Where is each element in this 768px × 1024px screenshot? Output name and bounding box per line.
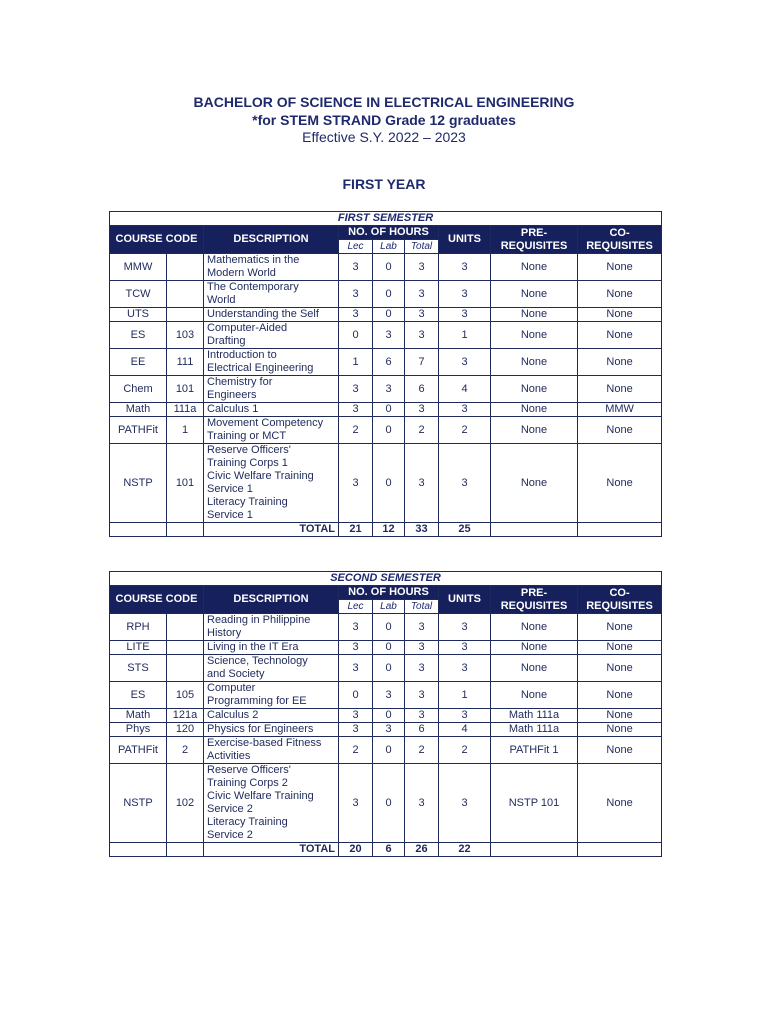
course-code: RPH (110, 614, 167, 641)
course-number (167, 281, 204, 308)
course-number: 2 (167, 737, 204, 764)
header-lab: Lab (373, 240, 405, 254)
total-hours: 7 (405, 349, 439, 376)
units: 2 (439, 737, 491, 764)
units: 3 (439, 281, 491, 308)
description-line: Training Corps 2 (207, 777, 288, 789)
description-line: Science, Technology (207, 655, 308, 667)
table-row (110, 641, 662, 655)
course-number: 1 (167, 417, 204, 444)
description-line: Service 1 (207, 483, 253, 495)
lec-hours: 3 (339, 376, 373, 403)
lec-hours: 3 (339, 709, 373, 723)
semester-title: SECOND SEMESTER (110, 572, 662, 586)
course-number (167, 655, 204, 682)
year-heading: FIRST YEAR (342, 176, 426, 192)
corequisites: None (578, 709, 662, 723)
course-code: UTS (110, 308, 167, 322)
description-line: Mathematics in the (207, 254, 300, 266)
header-course-code: COURSE CODE (110, 226, 204, 254)
prerequisites: None (491, 281, 578, 308)
description-line: Literacy Training (207, 816, 288, 828)
lab-hours: 0 (373, 444, 405, 523)
corequisites: None (578, 614, 662, 641)
units: 1 (439, 682, 491, 709)
lab-hours: 0 (373, 254, 405, 281)
totals-blank (578, 523, 662, 537)
header-units: UNITS (439, 226, 491, 254)
total-hours: 3 (405, 308, 439, 322)
lec-hours: 3 (339, 254, 373, 281)
description-line: Understanding the Self (207, 308, 319, 320)
units: 3 (439, 403, 491, 417)
course-number: 101 (167, 444, 204, 523)
totals-blank (110, 523, 167, 537)
course-number: 103 (167, 322, 204, 349)
units: 3 (439, 641, 491, 655)
table-row (110, 723, 662, 737)
header-prereq-line2: REQUISITES (500, 239, 568, 252)
lab-hours: 0 (373, 281, 405, 308)
lec-hours: 3 (339, 614, 373, 641)
total-units: 25 (439, 523, 491, 537)
description-line: Introduction to (207, 349, 277, 361)
course-code: Math (110, 709, 167, 723)
course-description (204, 376, 339, 403)
prerequisites: None (491, 655, 578, 682)
total-hours-sum: 33 (405, 523, 439, 537)
header-total: Total (405, 600, 439, 614)
prerequisites: None (491, 322, 578, 349)
corequisites: None (578, 254, 662, 281)
totals-blank (167, 843, 204, 857)
corequisites: None (578, 655, 662, 682)
course-code: Phys (110, 723, 167, 737)
course-number (167, 641, 204, 655)
course-number: 111 (167, 349, 204, 376)
description-line: Engineers (207, 389, 257, 401)
total-hours: 2 (405, 737, 439, 764)
lec-hours: 3 (339, 308, 373, 322)
lab-hours: 0 (373, 655, 405, 682)
total-hours: 3 (405, 709, 439, 723)
description-line: Civic Welfare Training (207, 470, 314, 482)
description-line: Computer-Aided (207, 322, 288, 334)
course-code: PATHFit (110, 737, 167, 764)
totals-label: TOTAL (204, 843, 339, 857)
table-row (110, 322, 662, 349)
table-row (110, 281, 662, 308)
total-hours: 3 (405, 254, 439, 281)
corequisites: None (578, 723, 662, 737)
lab-hours: 3 (373, 376, 405, 403)
description-line: Drafting (207, 335, 246, 347)
header-hours: NO. OF HOURS (339, 586, 439, 600)
header-prereq-line1: PRE- (520, 226, 548, 239)
description-line: Exercise-based Fitness (207, 737, 322, 749)
header-coreq-line2: REQUISITES (586, 599, 653, 612)
course-description (204, 403, 339, 417)
header-prerequisites (491, 586, 578, 614)
course-number (167, 308, 204, 322)
corequisites: None (578, 682, 662, 709)
course-code: NSTP (110, 444, 167, 523)
header-description: DESCRIPTION (204, 586, 339, 614)
units: 3 (439, 349, 491, 376)
corequisites: MMW (578, 403, 662, 417)
prerequisites: NSTP 101 (491, 764, 578, 843)
total-hours-sum: 26 (405, 843, 439, 857)
units: 3 (439, 254, 491, 281)
prerequisites: None (491, 254, 578, 281)
corequisites: None (578, 322, 662, 349)
description-line: Reading in Philippine (207, 614, 311, 626)
header-prereq-line1: PRE- (520, 586, 548, 599)
lab-hours: 0 (373, 641, 405, 655)
lec-hours: 3 (339, 281, 373, 308)
total-hours: 3 (405, 281, 439, 308)
course-description (204, 641, 339, 655)
description-line: Training Corps 1 (207, 457, 288, 469)
corequisites: None (578, 641, 662, 655)
table-row (110, 709, 662, 723)
semester-table (109, 571, 662, 857)
course-code: ES (110, 322, 167, 349)
prerequisites: None (491, 308, 578, 322)
corequisites: None (578, 308, 662, 322)
total-hours: 3 (405, 403, 439, 417)
lab-hours: 3 (373, 322, 405, 349)
totals-blank (491, 843, 578, 857)
total-lab: 6 (373, 843, 405, 857)
description-line: Living in the IT Era (207, 641, 299, 653)
course-description (204, 254, 339, 281)
description-line: World (207, 294, 236, 306)
description-line: Calculus 1 (207, 403, 259, 415)
effective-year: Effective S.Y. 2022 – 2023 (302, 129, 466, 145)
table-row (110, 308, 662, 322)
description-line: Civic Welfare Training (207, 790, 314, 802)
lab-hours: 0 (373, 417, 405, 444)
units: 2 (439, 417, 491, 444)
totals-row (110, 523, 662, 537)
prerequisites: None (491, 641, 578, 655)
corequisites: None (578, 376, 662, 403)
corequisites: None (578, 281, 662, 308)
header-coreq-line2: REQUISITES (586, 239, 653, 252)
units: 3 (439, 655, 491, 682)
units: 4 (439, 376, 491, 403)
corequisites: None (578, 417, 662, 444)
course-code: MMW (110, 254, 167, 281)
course-description (204, 723, 339, 737)
description-line: Literacy Training (207, 496, 288, 508)
prerequisites: Math 111a (491, 709, 578, 723)
corequisites: None (578, 349, 662, 376)
program-subtitle: *for STEM STRAND Grade 12 graduates (252, 112, 516, 128)
lec-hours: 3 (339, 764, 373, 843)
course-description (204, 308, 339, 322)
description-line: Activities (207, 750, 251, 762)
description-line: Training or MCT (207, 430, 287, 442)
course-code: STS (110, 655, 167, 682)
prerequisites: None (491, 349, 578, 376)
course-number: 101 (167, 376, 204, 403)
description-line: Reserve Officers' (207, 764, 291, 776)
course-code: PATHFit (110, 417, 167, 444)
course-code: LITE (110, 641, 167, 655)
totals-blank (167, 523, 204, 537)
prerequisites: Math 111a (491, 723, 578, 737)
table-row (110, 403, 662, 417)
totals-blank (578, 843, 662, 857)
course-number: 105 (167, 682, 204, 709)
course-code: ES (110, 682, 167, 709)
prerequisites: None (491, 403, 578, 417)
prerequisites: None (491, 682, 578, 709)
lab-hours: 0 (373, 764, 405, 843)
header-course-code: COURSE CODE (110, 586, 204, 614)
total-hours: 3 (405, 655, 439, 682)
description-line: Electrical Engineering (207, 362, 314, 374)
prerequisites: None (491, 417, 578, 444)
course-description (204, 709, 339, 723)
header-corequisites (578, 226, 662, 254)
lec-hours: 3 (339, 655, 373, 682)
total-units: 22 (439, 843, 491, 857)
table-row (110, 349, 662, 376)
total-lec: 21 (339, 523, 373, 537)
total-hours: 2 (405, 417, 439, 444)
course-description (204, 322, 339, 349)
semester-table (109, 211, 662, 537)
description-line: Movement Competency (207, 417, 324, 429)
header-hours: NO. OF HOURS (339, 226, 439, 240)
units: 3 (439, 614, 491, 641)
header-lec: Lec (339, 240, 373, 254)
course-description (204, 281, 339, 308)
lec-hours: 0 (339, 322, 373, 349)
description-line: Service 1 (207, 509, 253, 521)
description-line: Computer (207, 682, 256, 694)
semester-title: FIRST SEMESTER (110, 212, 662, 226)
course-number (167, 254, 204, 281)
description-line: Calculus 2 (207, 709, 259, 721)
lec-hours: 0 (339, 682, 373, 709)
table-row (110, 376, 662, 403)
course-code: EE (110, 349, 167, 376)
description-line: Programming for EE (207, 695, 307, 707)
totals-blank (491, 523, 578, 537)
table-row (110, 444, 662, 523)
course-number: 120 (167, 723, 204, 737)
lec-hours: 1 (339, 349, 373, 376)
description-line: Service 2 (207, 803, 253, 815)
table-row (110, 417, 662, 444)
units: 1 (439, 322, 491, 349)
total-hours: 3 (405, 682, 439, 709)
units: 3 (439, 764, 491, 843)
lab-hours: 0 (373, 308, 405, 322)
total-lec: 20 (339, 843, 373, 857)
header-coreq-line1: CO- (609, 226, 630, 239)
lec-hours: 2 (339, 417, 373, 444)
table-row (110, 764, 662, 843)
program-title: BACHELOR OF SCIENCE IN ELECTRICAL ENGINEERING (193, 94, 575, 110)
total-lab: 12 (373, 523, 405, 537)
description-line: Physics for Engineers (207, 723, 314, 735)
totals-row (110, 843, 662, 857)
course-code: TCW (110, 281, 167, 308)
lab-hours: 3 (373, 682, 405, 709)
total-hours: 3 (405, 614, 439, 641)
course-description (204, 655, 339, 682)
course-description (204, 614, 339, 641)
lab-hours: 0 (373, 709, 405, 723)
corequisites: None (578, 764, 662, 843)
course-number: 102 (167, 764, 204, 843)
header-prerequisites (491, 226, 578, 254)
total-hours: 3 (405, 444, 439, 523)
totals-label: TOTAL (204, 523, 339, 537)
description-line: Chemistry for (207, 376, 273, 388)
units: 4 (439, 723, 491, 737)
description-line: The Contemporary (207, 281, 299, 293)
header-lec: Lec (339, 600, 373, 614)
header-corequisites (578, 586, 662, 614)
total-hours: 3 (405, 641, 439, 655)
course-number (167, 614, 204, 641)
course-code: NSTP (110, 764, 167, 843)
lec-hours: 3 (339, 641, 373, 655)
corequisites: None (578, 737, 662, 764)
total-hours: 6 (405, 723, 439, 737)
course-code: Math (110, 403, 167, 417)
course-description (204, 764, 339, 843)
totals-blank (110, 843, 167, 857)
course-number: 111a (167, 403, 204, 417)
prerequisites: PATHFit 1 (491, 737, 578, 764)
description-line: Reserve Officers' (207, 444, 291, 456)
course-description (204, 417, 339, 444)
table-row (110, 655, 662, 682)
header-lab: Lab (373, 600, 405, 614)
lab-hours: 3 (373, 723, 405, 737)
description-line: Modern World (207, 267, 276, 279)
table-row (110, 682, 662, 709)
course-number: 121a (167, 709, 204, 723)
description-line: and Society (207, 668, 265, 680)
lab-hours: 0 (373, 737, 405, 764)
lec-hours: 3 (339, 403, 373, 417)
header-description: DESCRIPTION (204, 226, 339, 254)
course-code: Chem (110, 376, 167, 403)
header-coreq-line1: CO- (609, 586, 630, 599)
lec-hours: 3 (339, 444, 373, 523)
table-row (110, 737, 662, 764)
lab-hours: 0 (373, 614, 405, 641)
units: 3 (439, 444, 491, 523)
description-line: Service 2 (207, 829, 253, 841)
course-description (204, 444, 339, 523)
lab-hours: 6 (373, 349, 405, 376)
description-line: History (207, 627, 242, 639)
header-prereq-line2: REQUISITES (500, 599, 568, 612)
prerequisites: None (491, 614, 578, 641)
units: 3 (439, 709, 491, 723)
total-hours: 3 (405, 322, 439, 349)
lec-hours: 3 (339, 723, 373, 737)
corequisites: None (578, 444, 662, 523)
total-hours: 6 (405, 376, 439, 403)
units: 3 (439, 308, 491, 322)
course-description (204, 682, 339, 709)
course-description (204, 349, 339, 376)
header-total: Total (405, 240, 439, 254)
table-row (110, 254, 662, 281)
total-hours: 3 (405, 764, 439, 843)
lab-hours: 0 (373, 403, 405, 417)
prerequisites: None (491, 376, 578, 403)
course-description (204, 737, 339, 764)
lec-hours: 2 (339, 737, 373, 764)
table-row (110, 614, 662, 641)
prerequisites: None (491, 444, 578, 523)
header-units: UNITS (439, 586, 491, 614)
